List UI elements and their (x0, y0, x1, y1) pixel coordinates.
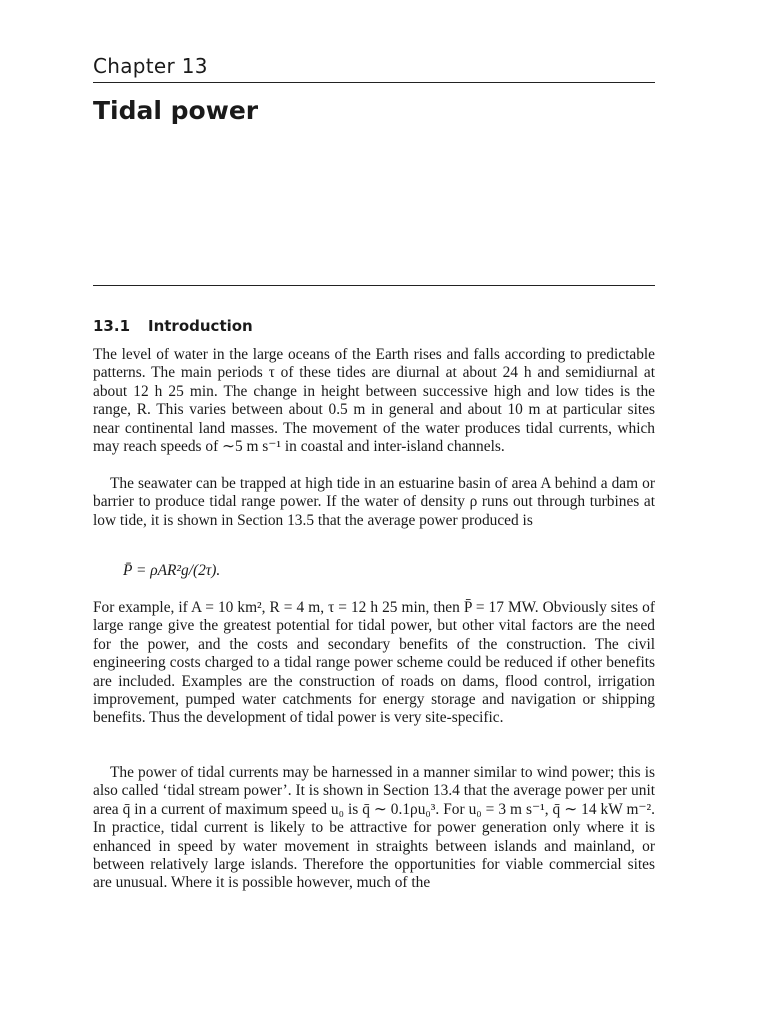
section-number: 13.1 (93, 317, 131, 335)
paragraph-tidal-currents (93, 764, 655, 893)
paragraph-tidal-range (93, 475, 655, 530)
paragraph-text: The power of tidal currents may be harnessed in a manner similar to wind power; this is also called ‘tidal stream power’. It is shown in Section 13.4 that the average power per unit area q̄ in a current of maximum speed u₀ is q̄ ∼ 0.1ρu₀³. For u₀ = 3 m s⁻¹, q̄ ∼ 14 kW m⁻². In practice, tidal current is likely to be attractive for power generation only where it is enhanced in speed by water movement in straights between islands and mainland, or between relatively large islands. Therefore the opportunities for viable commercial sites are unusual. Where it is possible however, much of the (93, 764, 655, 892)
paragraph-text: The level of water in the large oceans of the Earth rises and falls according to predictable patterns. The main periods τ of these tides are diurnal at about 24 h and semidiurnal at about 12 h 25 min. The change in height between successive high and low tides is the range, R. This varies between about 0.5 m in general and about 10 m at particular sites near continental land masses. The movement of the water produces tidal currents, which may reach speeds of ∼5 m s⁻¹ in coastal and inter-island channels. (93, 346, 655, 456)
section-title: Introduction (148, 317, 253, 335)
top-rule-divider (93, 82, 655, 83)
chapter-label: Chapter 13 (93, 54, 208, 78)
chapter-title: Tidal power (93, 96, 259, 125)
paragraph-text: The seawater can be trapped at high tide in an estuarine basin of area A behind a dam or barrier to produce tidal range power. If the water of density ρ runs out through turbines at low tide, it is shown in Section 13.5 that the average power produced is (93, 475, 655, 529)
paragraph-tides-overview (93, 346, 655, 456)
section-rule-divider (93, 285, 655, 286)
section-heading (93, 317, 253, 335)
paragraph-text: For example, if A = 10 km², R = 4 m, τ = 12 h 25 min, then P̄ = 17 MW. Obviously sites of large range give the greatest potential for tidal power, but other vital factors are the need for the power, and the costs and secondary benefits of the construction. The civil engineering costs charged to a tidal range power scheme could be reduced if other benefits are included. Examples are the construction of roads on dams, flood control, irrigation improvement, pumped water catchments for energy storage and navigation or shipping benefits. Thus the development of tidal power is very site-specific. (93, 599, 655, 727)
average-power-equation: P̄ = ρAR²g/(2τ). (123, 562, 221, 579)
paragraph-range-example (93, 599, 655, 728)
